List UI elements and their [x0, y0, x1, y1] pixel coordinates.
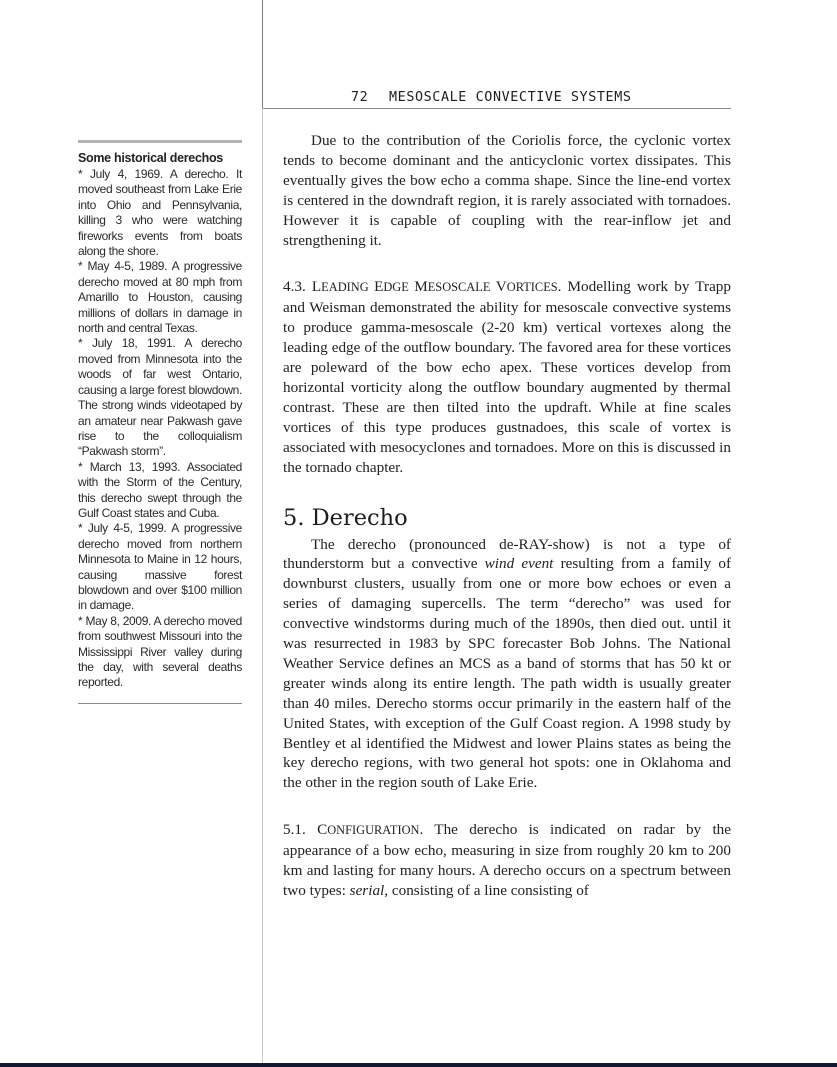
running-header — [351, 90, 632, 105]
italic-term: serial — [349, 882, 385, 899]
header-rule — [263, 108, 731, 109]
page-number: 72 — [351, 90, 369, 105]
section-4-3 — [283, 277, 731, 477]
heading-derecho: 5. Derecho — [283, 504, 408, 531]
sidebar-entry: * July 4-5, 1999. A progressive derecho moved from northern Minnesota to Maine in 12 hours, causing massive forest blowdown and over $100 million in damage. — [78, 521, 242, 613]
bottom-bar — [0, 1063, 837, 1067]
sidebar-entry: * May 4-5, 1989. A progressive derecho moved at 80 mph from Amarillo to Houston, causing millions of dollars in damage in north and central Texas. — [78, 259, 242, 336]
running-title: MESOSCALE CONVECTIVE SYSTEMS — [389, 90, 632, 105]
sidebar-entry: * May 8, 2009. A derecho moved from southwest Missouri into the Mississippi River valley during the day, with several deaths reported. — [78, 613, 242, 690]
section-body: Modelling work by Trapp and Weisman demonstrated the ability for mesoscale convective systems to produce gamma-mesoscale (2-20 km) vertical vortexes along the leading edge of the outflow boundary. The favored area for these vortices are poleward of the bow echo apex. These vortices develop from horizontal vorticity along the outflow boundary augmented by thermal contrast. These are then tilted into the updraft. While at fine scales vortices of this type produces gustnadoes, this scale of vortex is associated with mesocyclones and tornadoes. More on this is discussed in the tornado chapter. — [283, 278, 731, 476]
gutter-line-top — [262, 0, 263, 108]
main-text — [283, 131, 731, 901]
italic-term: wind event — [484, 555, 554, 573]
sidebar-historical-derechos — [78, 140, 242, 704]
sidebar-top-rule — [78, 140, 242, 143]
paragraph-derecho: The derecho (pronounced de-RAY-show) is not a type of thunderstorm but a convective wind event resulting from a family of downburst clusters, usually from one or more bow echoes or even a series of damaging supercells. The term “derecho” was used for convective windstorms during much of the 1890s, then died out. until it was resurrected in 1983 by SPC forecaster Bob Johns. The National Weather Service defines an MCS as a band of storms that has 50 kt or greater winds along its entire length. The path width is usually greater than 40 miles. Derecho storms occur primarily in the eastern half of the United States, with exception of the Gulf Coast region. A 1998 study by Bentley et al identified the Midwest and lower Plains states as being the key derecho regions, with two general hot spots: one in Oklahoma and the other in the region south of Lake Erie. — [283, 535, 732, 792]
section-number: 5.1. — [283, 821, 318, 839]
sidebar-entry: * July 18, 1991. A derecho moved from Minnesota into the woods of far west Ontario, causing a large forest blowdown. The strong winds videotaped by an amateur near Pakwash gave rise to the colloquialism “Pakwash storm”. — [78, 336, 242, 459]
section-number: 4.3. — [283, 278, 312, 296]
sidebar-entry: * July 4, 1969. A derecho. It moved southeast from Lake Erie into Ohio and Pennsylvania, killing 3 who were watching fireworks events from boats along the shore. — [78, 167, 242, 259]
sidebar-entry: * March 13, 1993. Associated with the Storm of the Century, this derecho swept through the Gulf Coast states and Cuba. — [78, 459, 242, 520]
section-title: CONFIGURATION. — [317, 821, 424, 839]
section-title: LEADING EDGE MESOSCALE VORTICES. — [311, 278, 562, 296]
sidebar-bottom-rule — [78, 703, 242, 704]
section-5-1: 5.1. CONFIGURATION. The derecho is indicated on radar by the appearance of a bow echo, measuring in size from roughly 20 km to 200 km and lasting for many hours. A derecho occurs on a spectrum between two types: serial, consisting of a line consisting of — [283, 821, 732, 899]
gutter-line — [262, 0, 263, 1067]
paragraph-coriolis: Due to the contribution of the Coriolis force, the cyclonic vortex tends to become dominant and the anticyclonic vortex dissipates. This eventually gives the bow echo a comma shape. Since the line-end vortex is centered in the downdraft region, it is rarely associated with tornadoes. However it is capable of coupling with the rear-inflow jet and strengthening it. — [283, 132, 731, 249]
sidebar-title: Some historical derechos — [78, 151, 223, 165]
